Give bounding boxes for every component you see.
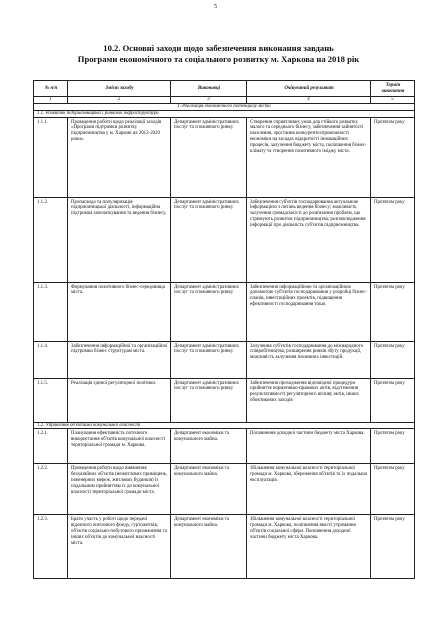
title-line-2: Програми економічного та соціального розвитку м. Харкова на 2018 рік	[77, 54, 360, 64]
measures-table	[33, 80, 415, 579]
row-term: Протягом року	[371, 282, 415, 341]
header-number: № п/п	[34, 81, 68, 97]
header-executors: Виконавці	[171, 81, 247, 97]
subsection-row	[34, 422, 415, 429]
row-executors: Департамент адміністративних послуг та споживчого ринку	[171, 197, 247, 282]
row-executors: Департамент економіки та комунального майна.	[171, 464, 247, 515]
row-content: Брати участь у роботі щодо передачі відомчого житлового фонду, гуртожитків, об'єктів соціально-побутового призначення та інших об'єктів до комунальної власності міста.	[68, 515, 171, 579]
row-term: Протягом року	[371, 429, 415, 464]
row-executors: Департамент економіки та комунального майна.	[171, 429, 247, 464]
table-row	[34, 341, 415, 378]
row-result: Збільшення комунальної власності територіальної громади м. Харкова, поліпшення якості утримання об'єктів соціальної сфери. Поповнення доходної частини бюджету міста Харкова.	[247, 515, 371, 579]
row-term: Протягом року	[371, 378, 415, 422]
row-content: Реалізація єдиної регуляторної політики.	[68, 378, 171, 422]
header-content: Зміст заходу	[68, 81, 171, 97]
page-number: 5	[214, 4, 217, 10]
row-term: Протягом року	[371, 197, 415, 282]
row-number: 1.1.4.	[34, 341, 68, 378]
row-result: Поповнення доходної частини бюджету міста Харкова.	[247, 429, 371, 464]
document-title	[40, 43, 397, 65]
row-result: Залучення суб'єктів господарювання до міжнародного співробітництва, розширення ринків збуту продукції, можливість залучення іноземних інвестицій.	[247, 341, 371, 378]
table-row	[34, 117, 415, 197]
table-row	[34, 197, 415, 282]
header-term: Термін виконання	[371, 81, 415, 97]
row-result: Забезпечення інформаційною та організаційною допомогою суб'єктів господарювання у розробці бізнес-планів, інвестиційних проектів, підвищення ефективності господарювання тощо.	[247, 282, 371, 341]
subsection-heading: 1.1. Розвиток підприємництва і ринкової інфраструктури	[34, 110, 415, 117]
row-term: Протягом року	[371, 117, 415, 197]
row-number: 1.1.5.	[34, 378, 68, 422]
row-executors: Департамент адміністративних послуг та споживчого ринку	[171, 117, 247, 197]
table-row	[34, 464, 415, 515]
subsection-heading: 1.2. Управління об'єктами комунальної власності	[34, 422, 415, 429]
row-term: Протягом року	[371, 341, 415, 378]
table-header-row	[34, 81, 415, 97]
row-number: 1.2.3.	[34, 515, 68, 579]
row-executors: Департамент адміністративних послуг та споживчого ринку	[171, 282, 247, 341]
column-number: 5	[371, 96, 415, 103]
row-result: Створення сприятливих умов для стійкого розвитку малого та середнього бізнесу, забезпечення зайнятості населення, зростання конкурентоспроможності економіки на засадах відкритості інноваційних процесів, залучення бюджету міста, поліпшення бізнес-клімату та створення позитивного іміджу міста.	[247, 117, 371, 197]
row-result: Забезпечення суб'єктів господарювання актуальною інформацією з питань ведення бізнесу; можливість залучення громадськості до розв'язання проблем, що стримують розвиток підприємництва; розповсюдження інформації про діяльність суб'єктів підприємництва.	[247, 197, 371, 282]
column-number: 1	[34, 96, 68, 103]
row-content: Пропаганда та популяризація підприємницької діяльності, інформаційна підтримка започаткування та ведення бізнесу.	[68, 197, 171, 282]
table-row	[34, 515, 415, 579]
row-number: 1.2.1.	[34, 429, 68, 464]
row-executors: Департамент адміністративних послуг та споживчого ринку	[171, 341, 247, 378]
subsection-row	[34, 110, 415, 117]
row-content: Проведення роботи щодо виявлення безхазяйних об'єктів (нежитлових приміщень, інженерних мереж, житлових будинків) із подальшим прийняттям їх до комунальної власності територіальної громади міста.	[68, 464, 171, 515]
row-result: Забезпечення проходження відповідної процедури прийняття нормативно-правових актів, відстеження результативності регуляторного впливу актів, інших обов'язкових заходів	[247, 378, 371, 422]
column-number-row	[34, 96, 415, 103]
row-number: 1.1.2.	[34, 197, 68, 282]
title-line-1: 10.2. Основні заходи щодо забезпечення виконання завдань	[103, 43, 334, 53]
row-content: Забезпечення інформаційної та організаційної підтримки бізнес структурам міста.	[68, 341, 171, 378]
table-row	[34, 282, 415, 341]
row-number: 1.1.1.	[34, 117, 68, 197]
row-executors: Департамент економіки та комунального майна.	[171, 515, 247, 579]
header-result: Очікуваний результат	[247, 81, 371, 97]
row-content: Формування позитивного бізнес-середовища міста.	[68, 282, 171, 341]
row-result: Збільшення комунальної власності територіальної громади м. Харкова, збереження об'єктів та їх подальша експлуатація.	[247, 464, 371, 515]
row-term: Протягом року	[371, 515, 415, 579]
row-number: 1.1.3.	[34, 282, 68, 341]
column-number: 4	[247, 96, 371, 103]
table-row	[34, 429, 415, 464]
section-heading: 1. Реалізація економічного потенціалу міста	[34, 103, 415, 110]
column-number: 2	[68, 96, 171, 103]
table-row	[34, 378, 415, 422]
row-term: Протягом року	[371, 464, 415, 515]
row-content: Проведення роботи щодо реалізації заходів «Програми підтримки розвитку підприємництва у м. Харкові на 2012-2020 роки».	[68, 117, 171, 197]
row-number: 1.2.2.	[34, 464, 68, 515]
column-number: 3	[171, 96, 247, 103]
row-content: Планування ефективність поточного використання об'єктів комунальної власності територіальної громади м. Харкова.	[68, 429, 171, 464]
section-row	[34, 103, 415, 110]
row-executors: Департамент адміністративних послуг та споживчого ринку	[171, 378, 247, 422]
